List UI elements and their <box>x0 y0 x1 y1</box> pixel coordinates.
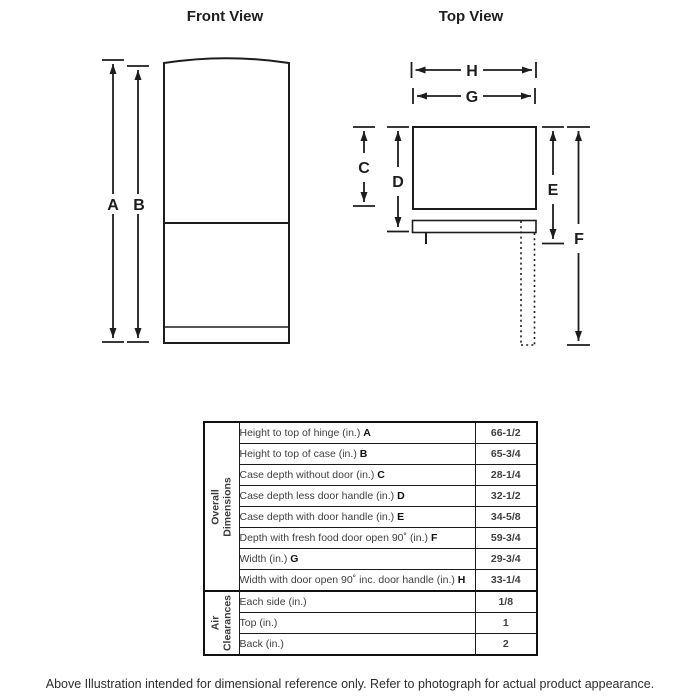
dim-F-label: F <box>574 231 584 248</box>
fridge-cabinet-outline <box>164 58 289 343</box>
dimensions-table <box>203 421 538 656</box>
table-row <box>204 422 537 444</box>
top-view-title: Top View <box>438 8 504 25</box>
row-value: 65-3/4 <box>475 444 537 465</box>
row-label: Case depth less door handle (in.) D <box>239 486 475 507</box>
table-row <box>204 570 537 592</box>
table-row <box>204 507 537 528</box>
dim-A-label: A <box>107 197 119 214</box>
row-value: 1/8 <box>475 591 537 613</box>
row-key: H <box>457 574 466 586</box>
row-value: 33-1/4 <box>475 570 537 592</box>
row-value: 29-3/4 <box>475 549 537 570</box>
row-key: E <box>397 511 405 523</box>
section-header-overall-dimensions <box>204 422 239 591</box>
dimension-A <box>102 60 124 342</box>
row-value: 28-1/4 <box>475 465 537 486</box>
door-open-dotted-outline <box>521 221 535 345</box>
section-header-air-clearances-text: Air Clearances <box>209 594 233 652</box>
section-header-air-clearances <box>204 591 239 655</box>
row-label: Height to top of hinge (in.) A <box>239 422 475 444</box>
row-key: A <box>363 427 371 439</box>
dimension-F <box>567 127 590 345</box>
row-key: G <box>290 553 299 565</box>
row-key: B <box>359 448 368 460</box>
row-label: Case depth with door handle (in.) E <box>239 507 475 528</box>
table-row <box>204 591 537 613</box>
door-outline <box>413 221 537 233</box>
row-label: Case depth without door (in.) C <box>239 465 475 486</box>
dim-C-label: C <box>358 160 370 177</box>
row-label: Top (in.) <box>239 613 475 634</box>
dimension-G <box>413 88 535 106</box>
row-key: F <box>430 532 438 544</box>
row-value: 34-5/8 <box>475 507 537 528</box>
front-view-title: Front View <box>186 8 264 25</box>
row-value: 66-1/2 <box>475 422 537 444</box>
row-label: Depth with fresh food door open 90˚ (in.) F <box>239 528 475 549</box>
row-label: Back (in.) <box>239 634 475 656</box>
table-row <box>204 444 537 465</box>
table-row <box>204 528 537 549</box>
row-label: Height to top of case (in.) B <box>239 444 475 465</box>
table-row <box>204 549 537 570</box>
row-key: D <box>397 490 405 502</box>
dim-H-label: H <box>466 63 478 80</box>
table-row <box>204 486 537 507</box>
table-row <box>204 465 537 486</box>
dim-D-label: D <box>392 174 404 191</box>
caption: Above Illustration intended for dimensional reference only. Refer to photograph for actual product appearance. <box>45 677 655 691</box>
row-label: Width (in.) G <box>239 549 475 570</box>
dimension-D <box>387 127 409 232</box>
row-label: Each side (in.) <box>239 591 475 613</box>
row-label: Width with door open 90˚ inc. door handle (in.) H <box>239 570 475 592</box>
dimension-E <box>542 127 564 244</box>
table-row <box>204 634 537 656</box>
top-view <box>353 8 590 345</box>
dim-E-label: E <box>547 182 559 199</box>
row-value: 32-1/2 <box>475 486 537 507</box>
front-view <box>102 8 289 343</box>
case-outline <box>413 127 536 209</box>
row-value: 59-3/4 <box>475 528 537 549</box>
dimension-B <box>127 66 149 342</box>
section-header-overall-dimensions-text: Overall Dimensions <box>209 476 233 537</box>
dimension-C <box>353 127 375 206</box>
row-value: 1 <box>475 613 537 634</box>
row-value: 2 <box>475 634 537 656</box>
dim-G-label: G <box>465 89 479 106</box>
dimension-H <box>412 62 537 80</box>
table-row <box>204 613 537 634</box>
row-key: C <box>377 469 385 481</box>
dim-B-label: B <box>133 197 145 214</box>
